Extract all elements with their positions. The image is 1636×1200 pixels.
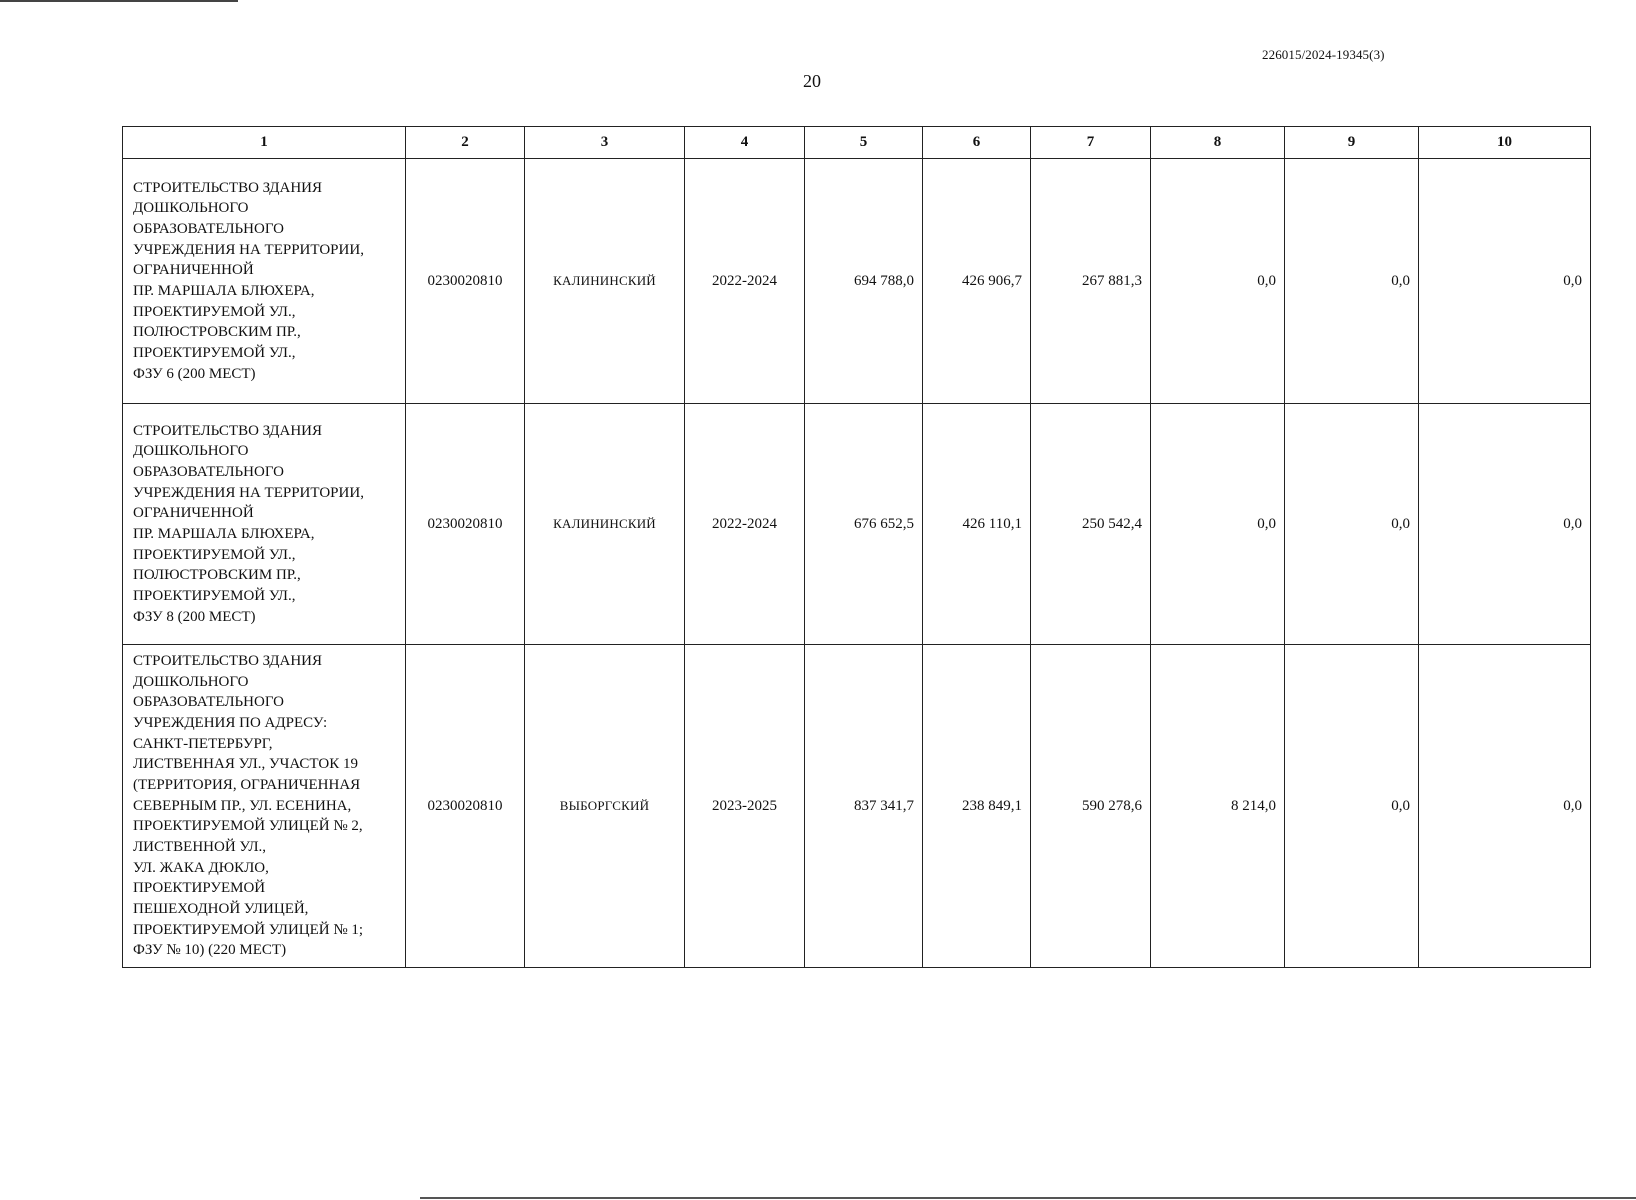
object-name-line: ПОЛЮСТРОВСКИМ ПР.,: [133, 324, 301, 341]
object-name-line: СЕВЕРНЫМ ПР., УЛ. ЕСЕНИНА,: [133, 797, 352, 814]
value-cell-7: 250 542,4: [1031, 404, 1151, 645]
object-name-line: ОГРАНИЧЕННОЙ: [133, 262, 254, 279]
object-name-line: СТРОИТЕЛЬСТВО ЗДАНИЯ: [133, 422, 322, 439]
value-cell-5: 694 788,0: [805, 159, 923, 404]
value-cell-5: 676 652,5: [805, 404, 923, 645]
value-cell-9: 0,0: [1285, 159, 1419, 404]
column-number: 2: [406, 127, 525, 159]
value-cell-6: 238 849,1: [923, 645, 1031, 968]
value-cell-7: 267 881,3: [1031, 159, 1151, 404]
period-cell: 2022-2024: [685, 159, 805, 404]
value-cell-8: 0,0: [1151, 404, 1285, 645]
district-cell: КАЛИНИНСКИЙ: [525, 404, 685, 645]
object-name-line: ОБРАЗОВАТЕЛЬНОГО: [133, 220, 284, 237]
object-name-line: ЛИСТВЕННОЙ УЛ.,: [133, 839, 267, 856]
object-name-cell: [123, 404, 406, 645]
object-name-line: (ТЕРРИТОРИЯ, ОГРАНИЧЕННАЯ: [133, 776, 361, 793]
column-number-row: [123, 127, 1591, 159]
object-name-line: САНКТ-ПЕТЕРБУРГ,: [133, 735, 273, 752]
column-number: 5: [805, 127, 923, 159]
object-name-line: ПРОЕКТИРУЕМОЙ УЛ.,: [133, 345, 296, 362]
column-number: 10: [1419, 127, 1591, 159]
value-cell-7: 590 278,6: [1031, 645, 1151, 968]
budget-code-cell: 0230020810: [406, 645, 525, 968]
object-name-line: ПОЛЮСТРОВСКИМ ПР.,: [133, 567, 301, 584]
column-number: 1: [123, 127, 406, 159]
table-row: [123, 645, 1591, 968]
object-name-line: ПРОЕКТИРУЕМОЙ УЛИЦЕЙ № 2,: [133, 818, 363, 835]
value-cell-8: 0,0: [1151, 159, 1285, 404]
object-name-line: УЧРЕЖДЕНИЯ НА ТЕРРИТОРИИ,: [133, 241, 364, 258]
document-id: 226015/2024-19345(3): [1262, 47, 1385, 62]
object-name-line: ОБРАЗОВАТЕЛЬНОГО: [133, 694, 284, 711]
object-name-line: ФЗУ № 10) (220 МЕСТ): [133, 942, 287, 959]
object-name-line: УЛ. ЖАКА ДЮКЛО,: [133, 859, 269, 876]
district-cell: ВЫБОРГСКИЙ: [525, 645, 685, 968]
object-name-line: ПЕШЕХОДНОЙ УЛИЦЕЙ,: [133, 901, 309, 918]
value-cell-5: 837 341,7: [805, 645, 923, 968]
object-name-line: ДОШКОЛЬНОГО: [133, 200, 249, 217]
table-row: [123, 404, 1591, 645]
object-name-line: ПРОЕКТИРУЕМОЙ УЛИЦЕЙ № 1;: [133, 921, 364, 938]
value-cell-9: 0,0: [1285, 404, 1419, 645]
period-cell: 2023-2025: [685, 645, 805, 968]
column-number: 6: [923, 127, 1031, 159]
object-name-line: ПРОЕКТИРУЕМОЙ УЛ.,: [133, 546, 296, 563]
object-name-line: СТРОИТЕЛЬСТВО ЗДАНИЯ: [133, 652, 322, 669]
value-cell-10: 0,0: [1419, 159, 1591, 404]
scan-edge-bottom: [420, 1197, 1636, 1199]
object-name-line: ПРОЕКТИРУЕМОЙ: [133, 880, 266, 897]
object-name-line: СТРОИТЕЛЬСТВО ЗДАНИЯ: [133, 179, 322, 196]
value-cell-9: 0,0: [1285, 645, 1419, 968]
column-number: 8: [1151, 127, 1285, 159]
column-number: 4: [685, 127, 805, 159]
object-name-line: УЧРЕЖДЕНИЯ ПО АДРЕСУ:: [133, 714, 328, 731]
object-name-line: УЧРЕЖДЕНИЯ НА ТЕРРИТОРИИ,: [133, 484, 364, 501]
value-cell-6: 426 906,7: [923, 159, 1031, 404]
object-name-line: ЛИСТВЕННАЯ УЛ., УЧАСТОК 19: [133, 756, 358, 773]
object-name-line: ФЗУ 6 (200 МЕСТ): [133, 365, 256, 382]
object-name-line: ФЗУ 8 (200 МЕСТ): [133, 608, 256, 625]
object-name-line: ДОШКОЛЬНОГО: [133, 443, 249, 460]
column-number: 3: [525, 127, 685, 159]
scan-edge-top: [0, 0, 238, 2]
district-cell: КАЛИНИНСКИЙ: [525, 159, 685, 404]
object-name-line: ОГРАНИЧЕННОЙ: [133, 505, 254, 522]
object-name-cell: [123, 645, 406, 968]
value-cell-10: 0,0: [1419, 404, 1591, 645]
object-name-line: ПР. МАРШАЛА БЛЮХЕРА,: [133, 283, 315, 299]
object-name-line: ОБРАЗОВАТЕЛЬНОГО: [133, 463, 284, 480]
object-name-line: ПРОЕКТИРУЕМОЙ УЛ.,: [133, 588, 296, 605]
value-cell-8: 8 214,0: [1151, 645, 1285, 968]
column-number: 7: [1031, 127, 1151, 159]
page-number: 20: [803, 71, 821, 91]
budget-code-cell: 0230020810: [406, 404, 525, 645]
object-name-line: ПР. МАРШАЛА БЛЮХЕРА,: [133, 526, 315, 542]
period-cell: 2022-2024: [685, 404, 805, 645]
data-table: [122, 126, 1591, 968]
object-name-line: ПРОЕКТИРУЕМОЙ УЛ.,: [133, 303, 296, 320]
column-number: 9: [1285, 127, 1419, 159]
value-cell-10: 0,0: [1419, 645, 1591, 968]
budget-code-cell: 0230020810: [406, 159, 525, 404]
table-row: [123, 159, 1591, 404]
object-name-line: ДОШКОЛЬНОГО: [133, 673, 249, 690]
value-cell-6: 426 110,1: [923, 404, 1031, 645]
object-name-cell: [123, 159, 406, 404]
